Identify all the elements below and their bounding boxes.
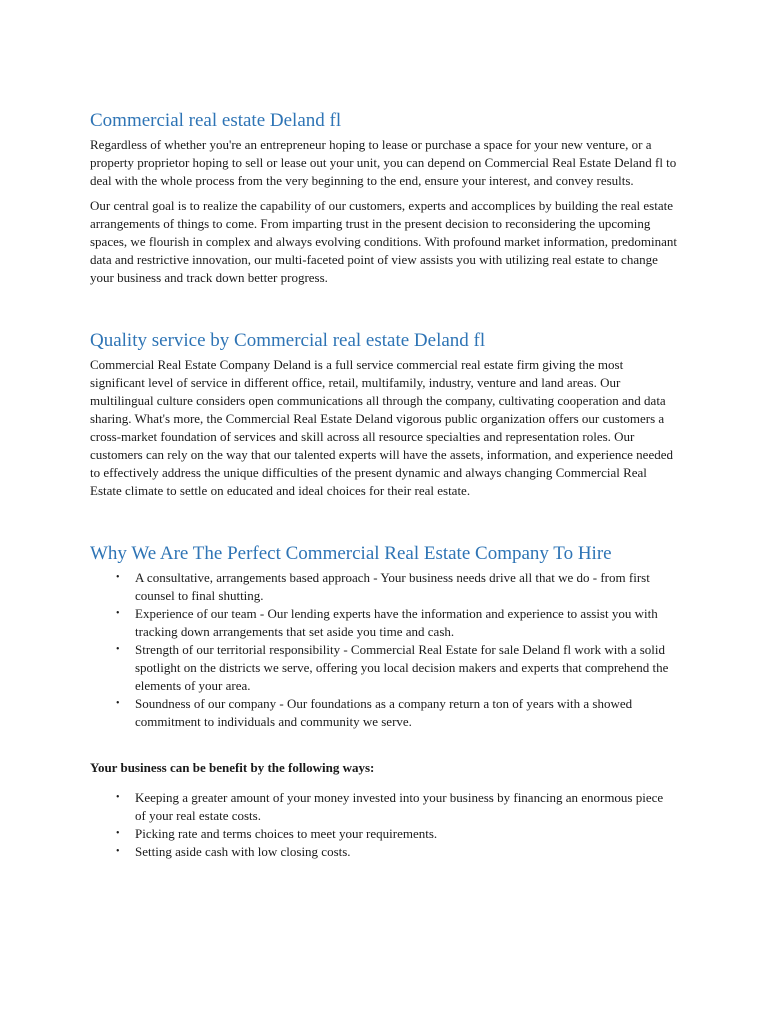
list-item bbox=[90, 825, 675, 843]
quality-service-paragraph: Commercial Real Estate Company Deland is a full service commercial real estate firm giving the most significant level of service in different office, retail, multifamily, industry, venture and land areas. Our multilingual culture considers open communications all through the company, cultivating cooperation and data sharing. What's more, the Commercial Real Estate Deland vigorous public organization offers our customers a cross-market foundation of services and skill across all resource specialties and representation roles. Our customers can rely on the way that our talented experts will have the assets, information, and experience needed to effectively address the unique difficulties of the present dynamic and always changing Commercial Real Estate climate to settle on educated and ideal choices for their real estate. bbox=[90, 357, 673, 498]
why-hire-list bbox=[90, 569, 768, 731]
list-item bbox=[90, 695, 675, 731]
section-heading-commercial-real-estate: Commercial real estate Deland fl bbox=[90, 110, 342, 131]
bullet-icon: • bbox=[116, 698, 120, 709]
list-item-text: Experience of our team - Our lending experts have the information and experience to assist you with tracking down arrangements that set aside you time and cash. bbox=[135, 606, 658, 639]
central-goal-paragraph: Our central goal is to realize the capability of our customers, experts and accomplices by building the real estate arrangements of things to come. From imparting trust in the present decision to reconsidering the upcoming spaces, we flourish in complex and always evolving conditions. With profound market information, predominant data and restrictive innovation, our multi-faceted point of view assists you with utilizing real estate to change your business and track down better progress. bbox=[90, 198, 677, 285]
list-item bbox=[90, 605, 675, 641]
list-item bbox=[90, 789, 675, 825]
section-heading-quality-service: Quality service by Commercial real estate Deland fl bbox=[90, 330, 486, 351]
list-item bbox=[90, 843, 675, 861]
section-heading-why-hire: Why We Are The Perfect Commercial Real Estate Company To Hire bbox=[90, 543, 612, 564]
list-item-text: Keeping a greater amount of your money invested into your business by financing an enormous piece of your real estate costs. bbox=[135, 790, 664, 823]
bullet-icon: • bbox=[116, 608, 120, 619]
bullet-icon: • bbox=[116, 572, 120, 583]
benefits-subheading: Your business can be benefit by the following ways: bbox=[90, 760, 375, 775]
bullet-icon: • bbox=[116, 792, 120, 803]
list-item-text: Strength of our territorial responsibility - Commercial Real Estate for sale Deland fl work with a solid spotlight on the districts we serve, offering you local decision makers and experts that comprehend the elements of your area. bbox=[135, 642, 669, 693]
list-item-text: Setting aside cash with low closing costs. bbox=[135, 844, 351, 859]
list-item bbox=[90, 641, 675, 695]
list-item-text: Soundness of our company - Our foundations as a company return a ton of years with a showed commitment to individuals and community we serve. bbox=[135, 696, 633, 729]
intro-paragraph: Regardless of whether you're an entrepreneur hoping to lease or purchase a space for your new venture, or a property proprietor hoping to sell or lease out your unit, you can depend on Commercial Real Estate Deland fl to deal with the whole process from the very beginning to the end, ensure your interest, and convey results. bbox=[90, 137, 677, 188]
bullet-icon: • bbox=[116, 846, 120, 857]
list-item bbox=[90, 569, 675, 605]
benefits-list bbox=[90, 789, 768, 861]
bullet-icon: • bbox=[116, 644, 120, 655]
list-item-text: A consultative, arrangements based approach - Your business needs drive all that we do - from first counsel to final shutting. bbox=[135, 570, 650, 603]
list-item-text: Picking rate and terms choices to meet your requirements. bbox=[135, 826, 438, 841]
bullet-icon: • bbox=[116, 828, 120, 839]
